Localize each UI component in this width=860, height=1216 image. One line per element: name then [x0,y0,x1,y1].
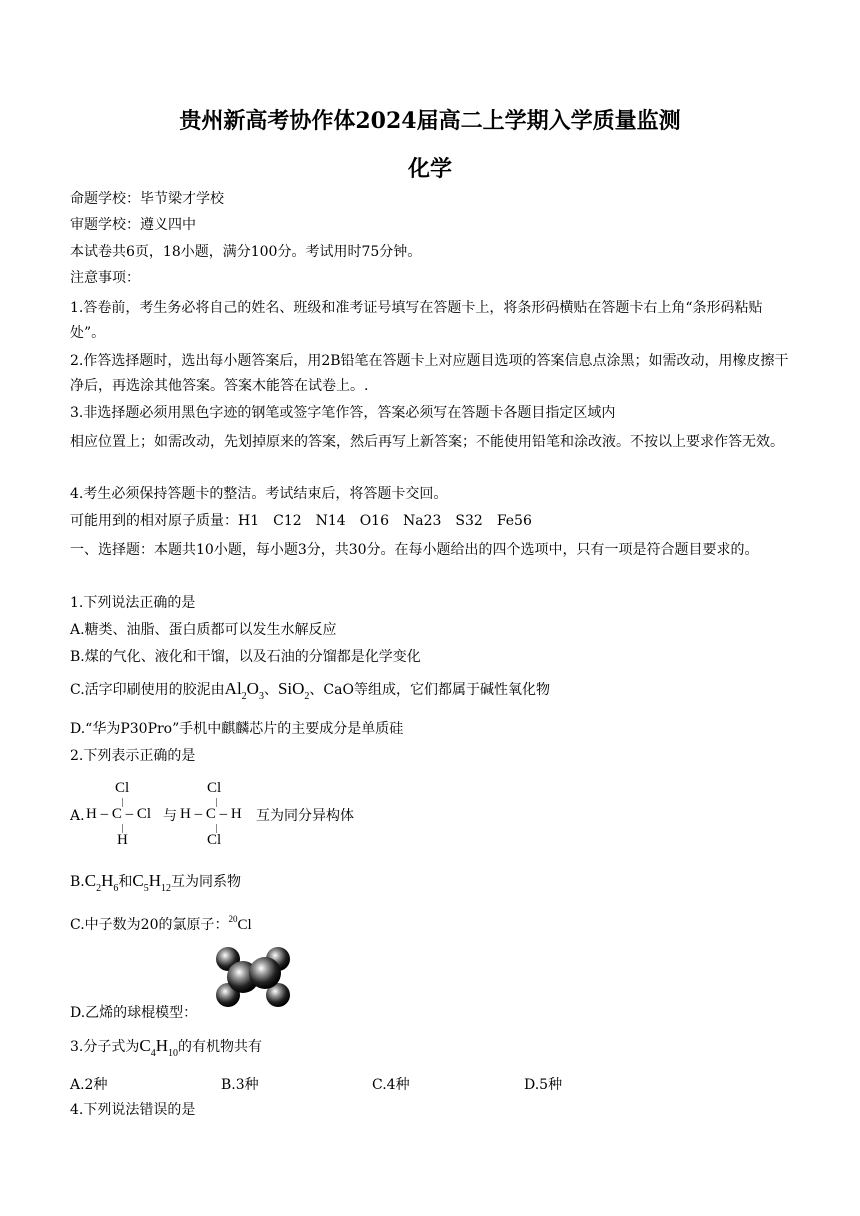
q3-stem: 3.分子式为$C_4H_{10}$的有机物共有 [70,1036,262,1059]
structural-formula-1: Cl H – C – Cl H [86,780,152,848]
formula-c5h12: $C_5H_{12}$ [132,871,171,894]
formula-c4h10: $C_4H_{10}$ [139,1036,178,1059]
atomic-masses: 可能用到的相对原子质量：H1 C12 N14 O16 Na23 S32 Fe56 [70,513,532,529]
review-school: 审题学校：遵义四中 [70,217,196,233]
note-item: 相应位置上；如需改动，先划掉原来的答案，然后再写上新答案；不能使用铅笔和涂改液。不按以上要求作答无效。 [70,434,784,450]
formula-c2h6: $C_2H_6$ [84,871,119,894]
q1-option-d: D.“华为P30Pro”手机中麒麟芯片的主要成分是单质硅 [70,721,404,737]
q1-stem: 1.下列说法正确的是 [70,595,196,611]
q1-option-c: C.活字印刷使用的胶泥由$Al_2O_3$、SiO$_2$、CaO等组成，它们都属于碱性氧化物 [70,679,550,702]
note-item: 2.作答选择题时，选出每小题答案后，用2B铅笔在答题卡上对应题目选项的答案信息点涂黑；如需改动，用橡皮擦干净后，再选涂其他答案。答案木能答在试卷上。. [70,353,789,394]
carbon-atom [249,957,281,989]
q2-option-a-text: 互为同分异构体 [256,808,354,824]
q2-option-c: C.中子数为20的氯原子：$^{20}$Cl [70,914,252,933]
isotope-chlorine: $^{20}$Cl [228,914,252,933]
q2-option-b: $B.C_2H_6$和$C_5H_{12}$互为同系物 [70,871,241,894]
q4-stem: 4.下列说法错误的是 [70,1102,196,1118]
note-item: 4.考生必须保持答题卡的整洁。考试结束后，将答题卡交回。 [70,486,448,502]
structural-formula-2: Cl H – C – H Cl [180,780,242,848]
q2-option-a-label: A. [70,808,85,824]
q3-option-c: C.4种 [372,1077,410,1093]
section-one-heading: 一、选择题：本题共10小题，每小题3分，共30分。在每小题给出的四个选项中，只有一项是符合题目要求的。 [70,542,759,558]
ethylene-ball-model-image [212,943,294,1011]
note-item: 1.答卷前，考生务必将自己的姓名、班级和准考证号填写在答题卡上，将条形码横贴在答题卡右上角“条形码粘贴处”。 [70,300,763,341]
q3-option-d: D.5种 [524,1077,563,1093]
formula-sio2: SiO$_2$ [277,679,310,702]
note-item: 3.非选择题必须用黑色字迹的钢笔或签字笔作答，答案必须写在答题卡各题目指定区域内 [70,405,616,421]
subject-title: 化学 [407,156,452,182]
q2-stem: 2.下列表示正确的是 [70,748,196,764]
q1-option-b: B.煤的气化、液化和干馏，以及石油的分馏都是化学变化 [70,649,421,665]
q3-option-a: A.2种 [70,1077,108,1093]
q2-option-d: D.乙烯的球棍模型： [70,1005,198,1021]
exam-description: 本试卷共6页，18小题，满分100分。考试用时75分钟。 [70,244,422,260]
proposal-school: 命题学校：毕节梁才学校 [70,191,224,207]
formula-al2o3: $Al_2O_3$ [224,679,264,702]
q2-option-a-connector: 与 [163,808,177,824]
q3-option-b: B.3种 [221,1077,259,1093]
notes-heading: 注意事项： [70,270,140,286]
exam-title: 贵州新高考协作体2024届高二上学期入学质量监测 [179,108,681,134]
q1-option-a: A.糖类、油脂、蛋白质都可以发生水解反应 [70,622,337,638]
